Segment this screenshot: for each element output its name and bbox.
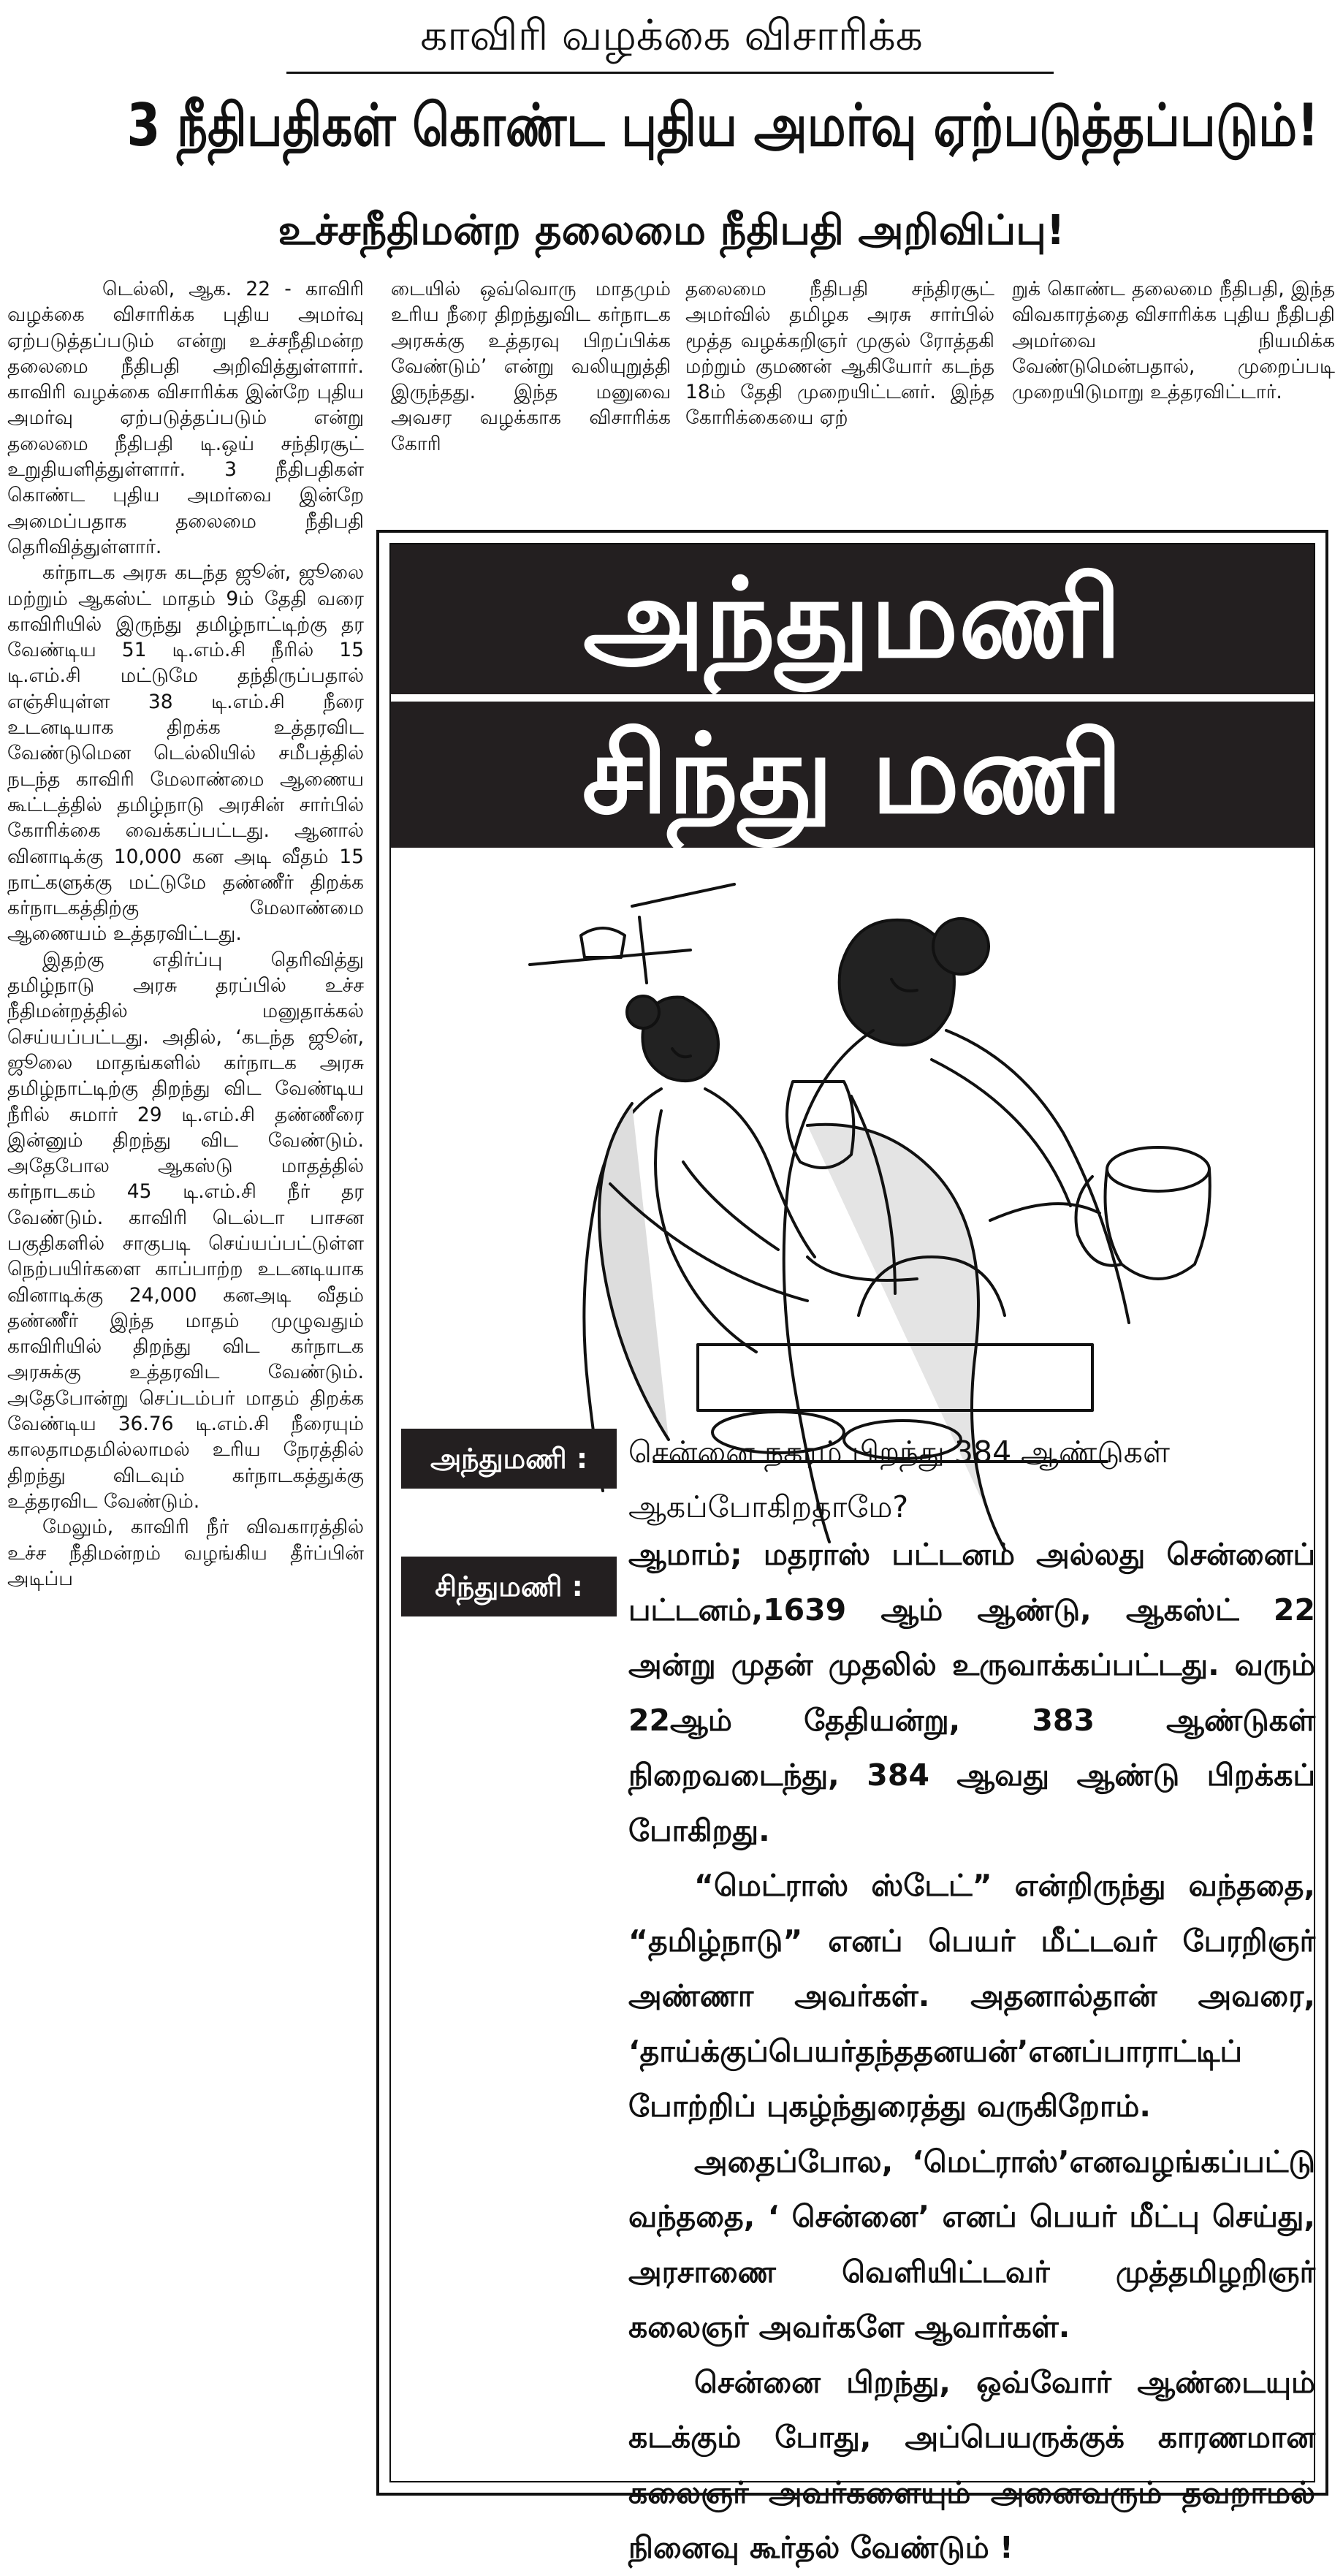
kicker-title: காவிரி வழக்கை விசாரிக்க [420, 10, 923, 60]
feature-box-inner [389, 543, 1315, 2565]
feature-box [376, 530, 1328, 2565]
speaker-label-sindhumani: சிந்துமணி : [401, 1557, 617, 1616]
article-column-3 [685, 276, 994, 509]
subheadline: உச்சநீதிமன்ற தலைமை நீதிபதி அறிவிப்பு! [278, 207, 1065, 254]
article-column-4 [1012, 276, 1335, 509]
answer-text [628, 1527, 1315, 2576]
answer-paragraph: ஆமாம்; மதராஸ் பட்டனம் அல்லது சென்னைப் பட்டனம்,1639 ஆம் ஆண்டு, ஆகஸ்ட் 22 அன்று முதன் முதலில் உருவாக்கப்பட்டது. வரும் 22ஆம் தேதியன்று, 383 ஆண்டுகள் நிறைவடைந்து, 384 ஆவது ஆண்டு பிறக்கப் போகிறது. [628, 1537, 1315, 1848]
answer-paragraph: சென்னை பிறந்து, ஒவ்வோர் ஆண்டையும் கடக்கும் போது, அப்பெயருக்குக் காரணமான கலைஞர் அவர்களையும் அனைவரும் தவறாமல் நினைவு கூர்தல் வேண்டும் ! [628, 2364, 1315, 2565]
answer-paragraph: “மெட்ராஸ் ஸ்டேட்” என்றிருந்து வந்ததை, “தமிழ்நாடு” எனப் பெயர் மீட்டவர் பேரறிஞர் அண்ணா அவர்கள். அதனால்தான் அவரை, ‘தாய்க்குப்பெயர்தந்ததனயன்’எனப்பாராட்டிப் போற்றிப் புகழ்ந்துரைத்து வருகிறோம். [628, 1868, 1315, 2124]
feature-title-1: அந்துமணி [391, 544, 1314, 694]
article-paragraph: றுக் கொண்ட தலைமை நீதிபதி, இந்த விவகாரத்தை விசாரிக்க புதிய நீதிபதி அமர்வை நியமிக்க வேண்டுமென்பதால், முறைப்படி முறையிடுமாறு உத்தரவிட்டார். [1012, 278, 1335, 404]
speaker-label-anthumani: அந்துமணி : [401, 1429, 617, 1489]
article-paragraph: மேலும், காவிரி நீர் விவகாரத்தில் உச்ச நீதிமன்றம் வழங்கிய தீர்ப்பின் அடிப்ப [7, 1516, 364, 1590]
answer-paragraph: அதைப்போல, ‘மெட்ராஸ்’எனவழங்கப்பட்டு வந்ததை, ‘ சென்னை’ எனப் பெயர் மீட்பு செய்து, அரசாணை வெளியிட்டவர் முத்தமிழறிஞர் கலைஞர் அவர்களே ஆவார்கள். [628, 2143, 1315, 2344]
article-column-1 [7, 276, 364, 2502]
headline: 3 நீதிபதிகள் கொண்ட புதிய அமர்வு ஏற்படுத்தப்படும்! [126, 91, 1319, 159]
article-paragraph: டெல்லி, ஆக. 22 - காவிரி வழக்கை விசாரிக்க புதிய அமர்வு ஏற்படுத்தப்படும் என்று உச்சநீதிமன்ற தலைமை நீதிபதி அறிவித்துள்ளார். காவிரி வழக்கை விசாரிக்க இன்றே புதிய அமர்வு ஏற்படுத்தப்படும் என்று தலைமை நீதிபதி டி.ஒய் சந்திரசூட் உறுதியளித்துள்ளார். 3 நீதிபதிகள் கொண்ட புதிய அமர்வை இன்றே அமைப்பதாக தலைமை நீதிபதி தெரிவித்துள்ளார். [7, 278, 364, 558]
article-column-2 [391, 276, 671, 509]
article-paragraph: கர்நாடக அரசு கடந்த ஜூன், ஜூலை மற்றும் ஆகஸ்ட் மாதம் 9ம் தேதி வரை காவிரியில் இருந்து தமிழ்நாட்டிற்கு தர வேண்டிய 51 டி.எம்.சி நீரில் 15 டி.எம்.சி மட்டுமே தந்திருப்பதால் எஞ்சியுள்ள 38 டி.எம்.சி நீரை உடனடியாக திறக்க உத்தரவிட வேண்டுமென டெல்லியில் சமீபத்தில் நடந்த காவிரி மேலாண்மை ஆணைய கூட்டத்தில் தமிழ்நாடு அரசின் சார்பில் கோரிக்கை வைக்கப்பட்டது. ஆனால் வினாடிக்கு 10,000 கன அடி வீதம் 15 நாட்களுக்கு மட்டுமே தண்ணீர் திறக்க கர்நாடகத்திற்கு மேலாண்மை ஆணையம் உத்தரவிட்டது. [7, 561, 364, 946]
article-paragraph: இதற்கு எதிர்ப்பு தெரிவித்து தமிழ்நாடு அரசு தரப்பில் உச்ச நீதிமன்றத்தில் மனுதாக்கல் செய்யப்பட்டது. அதில், ‘கடந்த ஜூன், ஜூலை மாதங்களில் கர்நாடக அரசு தமிழ்நாட்டிற்கு திறந்து விட வேண்டிய நீரில் சுமார் 29 டி.எம்.சி தண்ணீரை இன்னும் திறந்து விட வேண்டும். அதேபோல ஆகஸ்டு மாதத்தில் கர்நாடகம் 45 டி.எம்.சி நீர் தர வேண்டும். காவிரி டெல்டா பாசன பகுதிகளில் சாகுபடி செய்யப்பட்டுள்ள நெற்பயிர்களை காப்பாற்ற உடனடியாக வினாடிக்கு 24,000 கனஅடி வீதம் தண்ணீர் இந்த மாதம் முழுவதும் காவிரியில் திறந்து விட கர்நாடக அரசுக்கு உத்தரவிட வேண்டும். அதேபோன்று செப்டம்பர் மாதம் திறக்க வேண்டிய 36.76 டி.எம்.சி நீரையும் காலதாமதமில்லாமல் உரிய நேரத்தில் திறந்து விடவும் கர்நாடகத்துக்கு உத்தரவிட வேண்டும். [7, 948, 364, 1513]
feature-title-2: சிந்து மணி [391, 702, 1314, 848]
article-paragraph: டையில் ஒவ்வொரு மாதமும் உரிய நீரை திறந்துவிட கர்நாடக அரசுக்கு உத்தரவு பிறப்பிக்க வேண்டும்’ என்று வலியுறுத்தி இருந்தது. இந்த மனுவை அவசர வழக்காக விசாரிக்க கோரி [391, 278, 671, 455]
article-paragraph: தலைமை நீதிபதி சந்திரசூட் அமர்வில் தமிழக அரசு சார்பில் மூத்த வழக்கறிஞர் முகுல் ரோத்தகி மற்றும் குமணன் ஆகியோர் கடந்த 18ம் தேதி முறையிட்டனர். இந்த கோரிக்கையை ஏற் [685, 278, 994, 430]
question-text: சென்னை நகரம் பிறந்து 384 ஆண்டுகள் ஆகப்போகிறதாமே? [628, 1435, 1171, 1524]
kicker-divider [286, 72, 1054, 74]
